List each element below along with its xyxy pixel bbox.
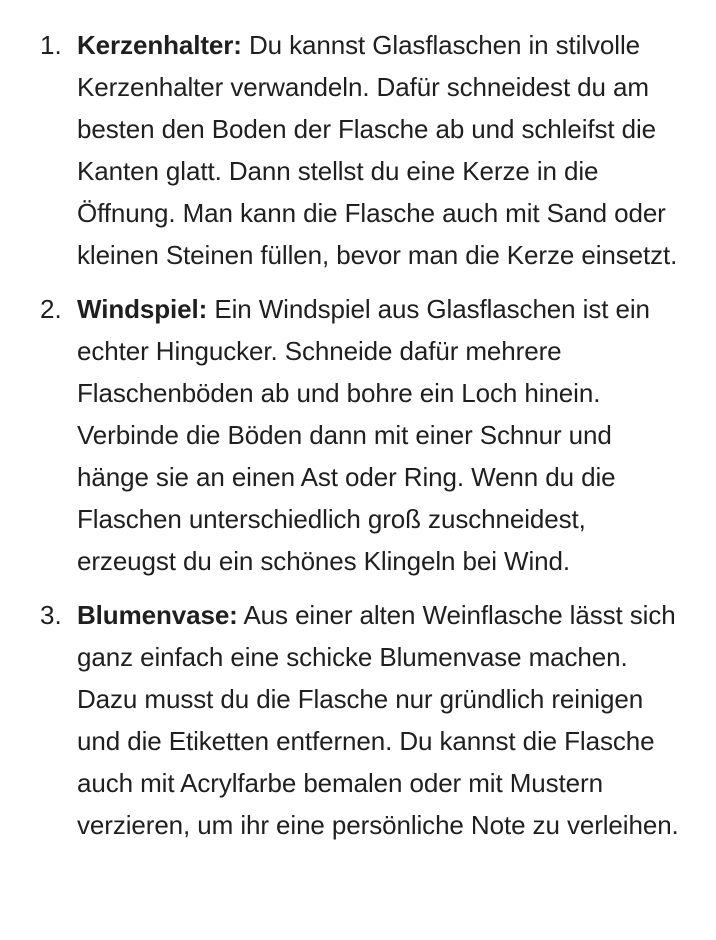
list-item-number: 1. bbox=[40, 30, 62, 60]
list-item bbox=[0, 288, 716, 582]
list-item-text bbox=[77, 594, 686, 846]
list-item-term: Blumenvase: bbox=[77, 600, 238, 630]
list-item-number: 2. bbox=[40, 294, 62, 324]
list-item bbox=[0, 594, 716, 846]
list-item bbox=[0, 24, 716, 276]
list-item-text bbox=[77, 288, 686, 582]
numbered-list bbox=[0, 24, 716, 846]
list-item-number: 3. bbox=[40, 600, 62, 630]
list-item-term: Windspiel: bbox=[77, 294, 208, 324]
list-item-text bbox=[77, 24, 686, 276]
list-item-body: Aus einer alten Weinflasche lässt sich ganz einfach eine schicke Blumenvase machen. Dazu musst du die Flasche nur gründlich reinigen und die Etiketten entfernen. Du kannst die Flasche auch mit Acrylfarbe bemalen oder mit Mustern verzieren, um ihr eine persönliche Note zu verleihen. bbox=[77, 600, 679, 840]
list-item-body: Ein Windspiel aus Glasflaschen ist ein echter Hingucker. Schneide dafür mehrere Flaschenböden ab und bohre ein Loch hinein. Verbinde die Böden dann mit einer Schnur und hänge sie an einen Ast oder Ring. Wenn du die Flaschen unterschiedlich groß zuschneidest, erzeugst du ein schönes Klingeln bei Wind. bbox=[77, 294, 650, 576]
list-item-body: Du kannst Glasflaschen in stilvolle Kerzenhalter verwandeln. Dafür schneidest du am besten den Boden der Flasche ab und schleifst die Kanten glatt. Dann stellst du eine Kerze in die Öffnung. Man kann die Flasche auch mit Sand oder kleinen Steinen füllen, bevor man die Kerze einsetzt. bbox=[77, 30, 678, 270]
list-item-term: Kerzenhalter: bbox=[77, 30, 242, 60]
